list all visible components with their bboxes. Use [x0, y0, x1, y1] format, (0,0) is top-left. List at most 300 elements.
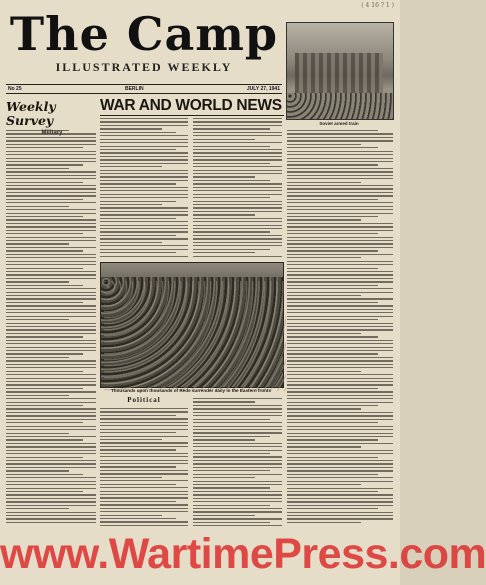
text-line [6, 488, 96, 489]
text-line [193, 125, 282, 126]
text-line [6, 481, 96, 482]
text-line [6, 484, 96, 485]
text-line [287, 357, 393, 358]
text-line [193, 142, 282, 143]
text-line [287, 175, 393, 176]
text-line [6, 333, 96, 334]
text-line [287, 319, 378, 320]
text-line [6, 405, 83, 406]
text-line [6, 367, 96, 368]
text-line [100, 204, 162, 205]
text-line [100, 449, 176, 450]
text-line [193, 484, 282, 485]
column-right [287, 130, 393, 528]
text-line [100, 218, 176, 219]
text-line [287, 505, 393, 506]
text-line [287, 281, 393, 282]
text-line [100, 207, 188, 208]
text-line [6, 391, 96, 392]
text-line [193, 518, 282, 519]
text-line [193, 426, 282, 427]
text-line [287, 426, 393, 427]
text-line [100, 436, 188, 437]
text-line [287, 367, 393, 368]
text-line [287, 518, 393, 519]
text-line [100, 170, 188, 171]
text-line [193, 139, 255, 140]
text-line [6, 477, 96, 478]
text-line [6, 182, 83, 183]
text-line [6, 206, 69, 207]
text-line [193, 481, 282, 482]
text-line [193, 194, 282, 195]
text-line [287, 302, 378, 303]
text-line [287, 398, 393, 399]
text-line [193, 405, 282, 406]
text-line [193, 460, 282, 461]
text-line [100, 146, 188, 147]
text-line [193, 470, 270, 471]
column-war-right [193, 118, 282, 260]
text-line [287, 147, 378, 148]
text-line [287, 164, 378, 165]
text-line [287, 261, 393, 262]
text-line [193, 494, 282, 495]
text-line [193, 135, 282, 136]
text-line [6, 402, 96, 403]
text-line [6, 501, 96, 502]
text-line [6, 285, 83, 286]
text-line [6, 312, 96, 313]
armed-train-caption: Soviet armed train [319, 121, 359, 126]
text-line [100, 442, 188, 443]
text-line [193, 235, 282, 236]
text-line [6, 171, 96, 172]
text-line [287, 247, 393, 248]
text-line [6, 295, 96, 296]
text-line [193, 173, 282, 174]
text-line [287, 154, 393, 155]
text-line [100, 456, 188, 457]
text-line [6, 233, 83, 234]
text-line [287, 481, 393, 482]
text-line [6, 158, 96, 159]
masthead [6, 7, 282, 75]
text-line [6, 257, 96, 258]
text-line [100, 511, 188, 512]
text-line [6, 364, 96, 365]
text-line [6, 347, 96, 348]
text-line [287, 223, 393, 224]
surrendering-soldiers-photo [100, 262, 284, 388]
text-line [193, 201, 282, 202]
text-line [6, 395, 69, 396]
text-line [100, 180, 188, 181]
text-line [287, 316, 393, 317]
text-line [100, 494, 188, 495]
text-line [6, 398, 96, 399]
text-line [100, 411, 188, 412]
text-line [193, 218, 282, 219]
text-line [100, 139, 188, 140]
text-line [100, 211, 188, 212]
text-line [287, 323, 393, 324]
text-line [6, 491, 83, 492]
text-line [287, 484, 361, 485]
issue-number: No 25 [8, 86, 22, 92]
text-line [100, 518, 176, 519]
text-line [287, 350, 393, 351]
text-line [193, 197, 270, 198]
text-line [6, 326, 96, 327]
text-line [100, 128, 162, 129]
text-line [6, 243, 69, 244]
text-line [6, 494, 96, 495]
text-line [287, 199, 378, 200]
text-line [193, 187, 282, 188]
text-line [100, 132, 176, 133]
text-line [287, 158, 393, 159]
watermark-logo: www.WartimePress.com [0, 530, 486, 578]
text-line [287, 264, 393, 265]
text-line [6, 147, 83, 148]
text-line [100, 152, 188, 153]
text-line [193, 508, 282, 509]
text-line [287, 226, 393, 227]
text-line [287, 137, 393, 138]
text-line [100, 156, 188, 157]
text-line [6, 446, 96, 447]
text-line [100, 463, 188, 464]
text-line [287, 395, 393, 396]
text-line [6, 508, 69, 509]
text-line [100, 473, 188, 474]
text-line [287, 415, 393, 416]
text-line [100, 515, 162, 516]
text-line [6, 505, 96, 506]
text-line [100, 453, 188, 454]
text-line [6, 450, 96, 451]
text-line [287, 347, 393, 348]
text-line [6, 412, 96, 413]
text-line [100, 256, 188, 257]
text-line [287, 470, 393, 471]
text-line [287, 240, 393, 241]
text-line [100, 477, 162, 478]
text-line [193, 163, 270, 164]
text-line [6, 522, 96, 523]
political-heading: Political [127, 396, 161, 404]
text-line [6, 195, 96, 196]
text-line [6, 133, 96, 134]
text-line [193, 432, 282, 433]
text-line [193, 231, 270, 232]
text-line [193, 159, 282, 160]
text-line [287, 133, 393, 134]
text-line [6, 209, 96, 210]
text-line [6, 388, 83, 389]
text-line [193, 132, 282, 133]
text-line [100, 159, 188, 160]
text-line [6, 261, 96, 262]
text-line [100, 135, 188, 136]
text-line [287, 151, 393, 152]
text-line [287, 219, 361, 220]
issue-date: JULY 27, 1941 [246, 86, 280, 92]
text-line [100, 501, 176, 502]
text-line [6, 463, 96, 464]
text-line [6, 408, 96, 409]
text-line [6, 237, 96, 238]
text-line [6, 223, 96, 224]
text-line [287, 429, 393, 430]
text-line [193, 443, 282, 444]
text-line [6, 140, 96, 141]
text-line [287, 271, 393, 272]
text-line [193, 249, 270, 250]
text-line [193, 166, 282, 167]
text-line [100, 190, 188, 191]
text-line [287, 288, 393, 289]
text-line [287, 443, 393, 444]
text-line [287, 237, 393, 238]
column-war-left [100, 118, 188, 260]
text-line [287, 182, 361, 183]
text-line [100, 183, 176, 184]
text-line [287, 285, 378, 286]
text-line [6, 178, 96, 179]
text-line [100, 125, 188, 126]
text-line [193, 453, 270, 454]
text-line [193, 204, 282, 205]
text-line [287, 130, 378, 131]
text-line [6, 353, 83, 354]
text-line [193, 501, 282, 502]
archive-mark: ( 4 16 ? 1 ) [361, 2, 394, 9]
text-line [287, 312, 393, 313]
text-line [193, 183, 282, 184]
text-line [287, 463, 393, 464]
text-line [6, 164, 83, 165]
text-line [100, 466, 176, 467]
text-line [6, 250, 83, 251]
text-line [100, 121, 188, 122]
text-line [287, 353, 378, 354]
text-line [100, 173, 188, 174]
text-line [287, 254, 393, 255]
dateline [6, 84, 282, 94]
text-line [193, 207, 282, 208]
dateline-city: BERLIN [124, 86, 144, 92]
text-line [100, 242, 162, 243]
text-line [6, 329, 96, 330]
text-line [287, 467, 393, 468]
text-line [287, 188, 393, 189]
text-line [6, 226, 96, 227]
text-line [6, 298, 96, 299]
text-line [193, 152, 282, 153]
text-line [287, 374, 393, 375]
text-line [100, 176, 188, 177]
text-line [193, 412, 282, 413]
text-line [6, 144, 96, 145]
text-line [193, 221, 282, 222]
text-line [6, 336, 83, 337]
text-line [6, 453, 96, 454]
text-line [6, 357, 69, 358]
text-line [287, 412, 393, 413]
text-line [6, 175, 96, 176]
text-line [100, 225, 188, 226]
text-line [287, 488, 393, 489]
text-line [6, 323, 96, 324]
text-line [287, 364, 393, 365]
text-line [6, 384, 96, 385]
text-line [287, 185, 393, 186]
text-line [100, 525, 188, 526]
text-line [6, 343, 96, 344]
text-line [287, 498, 393, 499]
text-line [6, 467, 96, 468]
text-line [100, 149, 176, 150]
text-line [287, 233, 378, 234]
text-line [6, 264, 96, 265]
text-line [287, 453, 393, 454]
text-line [6, 202, 96, 203]
text-line [6, 457, 83, 458]
text-line [193, 256, 282, 257]
text-line [6, 378, 96, 379]
text-line [6, 426, 96, 427]
text-line [193, 170, 282, 171]
text-line [6, 470, 69, 471]
text-line [100, 408, 188, 409]
text-line [6, 433, 69, 434]
text-line [193, 180, 270, 181]
text-line [6, 199, 83, 200]
text-line [100, 142, 188, 143]
text-line [287, 340, 393, 341]
text-line [287, 378, 393, 379]
text-line [287, 433, 393, 434]
text-line [287, 257, 361, 258]
text-line [6, 292, 96, 293]
text-line [287, 391, 393, 392]
text-line [193, 149, 282, 150]
text-line [6, 515, 96, 516]
text-line [287, 436, 393, 437]
text-line [100, 439, 162, 440]
text-line [193, 211, 282, 212]
text-line [287, 491, 378, 492]
text-line [6, 360, 96, 361]
text-line [100, 480, 188, 481]
text-line [100, 425, 188, 426]
text-line [6, 436, 96, 437]
text-line [193, 474, 282, 475]
text-line [287, 305, 393, 306]
text-line [287, 178, 393, 179]
text-line [287, 522, 361, 523]
text-line [193, 467, 282, 468]
text-line [6, 240, 96, 241]
text-line [287, 501, 393, 502]
armed-train-photo [286, 22, 394, 120]
text-line [193, 456, 282, 457]
text-line [287, 422, 378, 423]
text-line [100, 252, 176, 253]
text-line [193, 190, 282, 191]
text-line [193, 415, 282, 416]
text-line [100, 249, 188, 250]
text-line [6, 302, 83, 303]
text-line [6, 230, 96, 231]
text-line [6, 188, 96, 189]
text-line [6, 439, 83, 440]
text-line [287, 309, 393, 310]
text-line [287, 209, 393, 210]
text-line [287, 512, 393, 513]
text-line [6, 371, 83, 372]
text-line [193, 225, 282, 226]
text-line [193, 505, 270, 506]
text-line [6, 247, 96, 248]
text-line [6, 213, 96, 214]
text-line [6, 130, 69, 131]
text-line [6, 192, 96, 193]
newspaper-subtitle: ILLUSTRATED WEEKLY [55, 60, 233, 74]
text-line [6, 316, 96, 317]
surrender-photo-caption: Thousands upon thousands of Reds surrender daily in the Eastern fronts [110, 388, 272, 393]
text-line [100, 418, 188, 419]
text-line [100, 214, 188, 215]
text-line [100, 201, 176, 202]
text-line [287, 192, 393, 193]
text-line [100, 432, 176, 433]
text-line [287, 419, 393, 420]
text-line [287, 292, 393, 293]
text-line [6, 422, 83, 423]
text-line [193, 214, 255, 215]
text-line [100, 429, 188, 430]
text-line [193, 477, 255, 478]
text-line [287, 439, 378, 440]
text-line [6, 254, 96, 255]
text-line [193, 401, 255, 402]
text-line [287, 446, 361, 447]
text-line [287, 360, 393, 361]
text-line [6, 305, 96, 306]
text-line [193, 419, 270, 420]
text-line [287, 230, 393, 231]
text-line [287, 494, 393, 495]
text-line [193, 522, 270, 523]
text-line [6, 518, 96, 519]
text-line [287, 298, 393, 299]
text-line [100, 194, 188, 195]
text-line [6, 415, 96, 416]
text-line [287, 336, 378, 337]
text-line [6, 374, 96, 375]
text-line [6, 219, 96, 220]
weekly-survey-headline: Weekly Survey [6, 99, 56, 128]
text-line [193, 252, 255, 253]
text-line [287, 195, 393, 196]
text-line [6, 460, 96, 461]
text-line [193, 121, 282, 122]
text-line [193, 398, 282, 399]
text-line [6, 474, 83, 475]
